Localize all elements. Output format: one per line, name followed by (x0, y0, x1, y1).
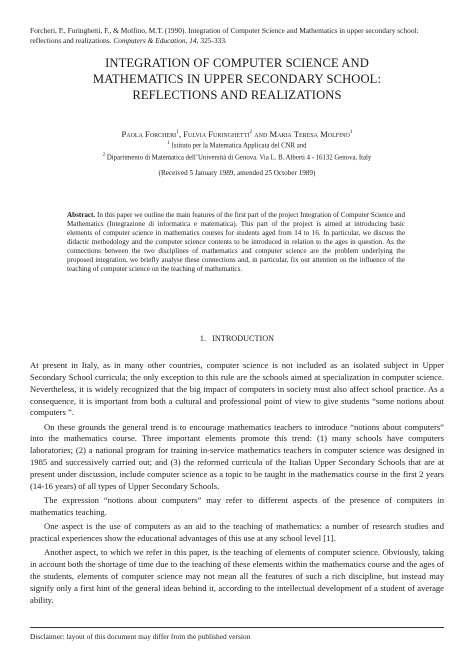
abstract-label: Abstract. (67, 211, 96, 219)
title-line-2: MATHEMATICS IN UPPER SECONDARY SCHOOL: (92, 72, 382, 86)
author-separator-2: and (252, 128, 270, 139)
disclaimer: Disclaimer: layout of this document may differ from the published version (30, 632, 251, 641)
citation-pages: 325-333. (200, 36, 227, 45)
author-separator-1: , (178, 128, 184, 139)
affiliation-1 (40, 139, 434, 151)
paragraph: At present in Italy, as in many other countries, computer science is not included as an isolated subject in Upper Secondary School curricula; the only exception to this rule are the schools aimed at specialization in computer science. Nevertheless, it is widely recognized that the big impact of computers in society must also affect school practice. As a consequence, it is important from both a cultural and professional point of view to give students “some notions about computers ”. (30, 360, 444, 418)
author-list (40, 127, 434, 140)
author-1-affil-mark: 1 (176, 129, 179, 135)
paragraph: Another aspect, to which we refer in this paper, is the teaching of elements of computer science. Obviously, taking in account both the shortage of time due to the teaching of these elements within the mathematics course and the ages of the students, elements of computer science may not mean all the features of such a rich discipline, but instead may signify only a first hint of the general ideas behind it, according to the intellectual development of a student of average ability. (30, 547, 444, 605)
paragraph: The expression “notions about computers” may refer to different aspects of the presence of computers in mathematics teaching. (30, 495, 444, 517)
section-number: 1. (199, 334, 207, 343)
affiliations (40, 139, 434, 163)
paper-title (40, 55, 434, 103)
affiliation-1-text: Istituto per la Matematica Applicata del CNR and (169, 142, 307, 150)
author-3-affil-mark: 1 (349, 129, 353, 135)
body-text (30, 360, 444, 609)
affiliation-2-text: Dipartimento di Matematica dell’Università di Genova. Via L. B. Alberti 4 - 16132 Genova, Italy (105, 154, 372, 162)
author-1: Paola Forcheri (121, 128, 177, 139)
affiliation-2 (40, 151, 434, 163)
footer-divider (30, 627, 444, 628)
author-2-affil-mark: 2 (249, 129, 253, 135)
received-dates: (Received 5 January 1989, amended 25 October 1989) (158, 169, 316, 177)
abstract (67, 211, 405, 274)
author-2: Fulvia Furinghetti (183, 128, 250, 139)
citation (30, 26, 444, 46)
citation-text: Forcheri, P., Furinghetti, F., & Molfino, M.T. (1990). Integration of Computer Science and Mathematics in upper secondary school: reflections and realizations. (30, 26, 419, 45)
affiliation-2-mark: 2 (102, 152, 106, 158)
paragraph: On these grounds the general trend is to encourage mathematics teachers to introduce “notions about computers” into the mathematics course. Three important elements promote this trend: (1) many schools have computers laboratories; (2) a national program for training in-service mathematics teachers in computer science was designed in 1985 and successively carried out; and (3) the reformed curricula of the Italian Upper Secondary Schools that are at present under discussion, include computer science as a topic to be taught in the mathematics course in the first 2 years (14-16 years) of all types of Upper Secondary Schools. (30, 421, 444, 491)
section-title: INTRODUCTION (212, 334, 275, 343)
abstract-text: In this paper we outline the main features of the first part of the project Integration of Computer Science and Mathematics (Integrazione di informatica e matematica). This part of the project is aimed at introducing basic elements of computer science in mathematics courses for students aged from 14 to 16. In particular, we discuss the didactic methodology and the computer science contents to be introduced in relation to the ages in question. As the connections between the two disciplines of mathematics and computer science are the problem underlying the proposed integration, we briefly analyse these connections and, in particular, fix our attention on the influence of the teaching of computer science on the teaching of mathematics. (67, 211, 405, 274)
title-line-1: INTEGRATION OF COMPUTER SCIENCE AND (105, 56, 369, 70)
affiliation-1-mark: 1 (167, 141, 170, 146)
paragraph: One aspect is the use of computers as an aid to the teaching of mathematics: a number of research studies and practical experiences show the educational advantages of this use at any school level [1]. (30, 521, 444, 543)
section-heading (40, 333, 434, 344)
title-line-3: REFLECTIONS AND REALIZATIONS (132, 88, 342, 102)
author-3: Maria Teresa Molfino (269, 128, 350, 139)
citation-journal: Computers & Education, 14, (113, 36, 199, 45)
